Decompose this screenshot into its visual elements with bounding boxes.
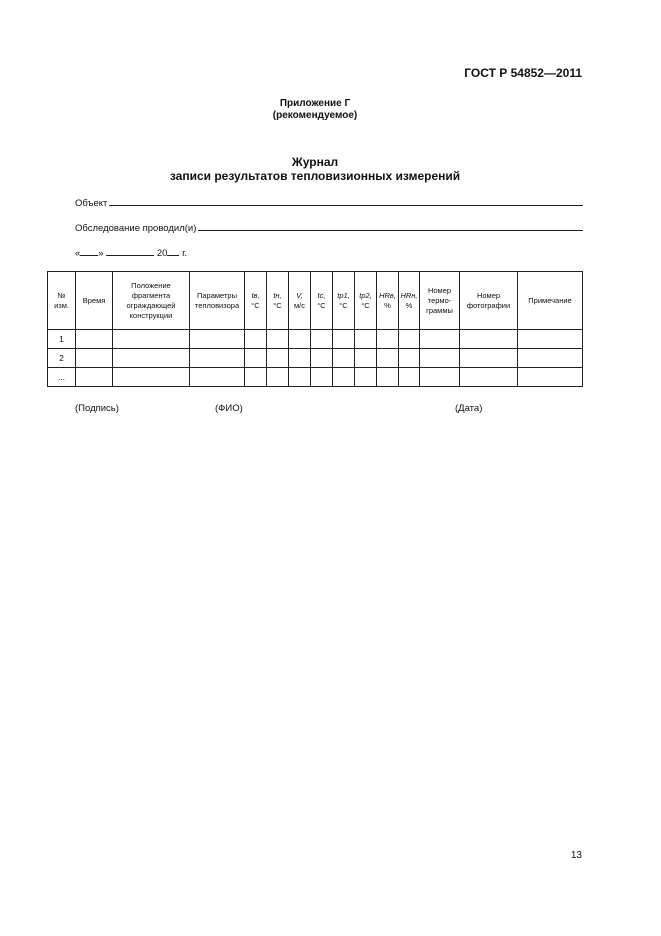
column-header-text: tн, [273, 290, 282, 300]
column-header-text: °С [317, 300, 326, 310]
column-header-text: tр2, [359, 290, 372, 300]
signature-label: (Подпись) [75, 403, 119, 414]
column-header-text: изм. [54, 300, 69, 310]
table-cell[interactable] [355, 330, 377, 349]
column-header [48, 272, 76, 330]
table-cell[interactable] [190, 330, 245, 349]
column-header [289, 272, 311, 330]
journal-title-line2: записи результатов тепловизионных измерений [169, 169, 461, 183]
table-cell[interactable] [267, 330, 289, 349]
day-blank[interactable] [80, 246, 98, 256]
column-header-text: HRв, [379, 290, 396, 300]
table-cell[interactable] [355, 368, 377, 387]
table-cell[interactable] [460, 349, 518, 368]
table-cell[interactable] [113, 330, 190, 349]
column-header-text: м/с [294, 300, 305, 310]
date-year-suffix: г. [182, 248, 188, 259]
standard-code: ГОСТ Р 54852—2011 [464, 66, 582, 80]
column-header [399, 272, 420, 330]
table-cell[interactable] [420, 330, 460, 349]
column-header [311, 272, 333, 330]
table-cell[interactable] [76, 330, 113, 349]
table-row [48, 349, 583, 368]
column-header-text: конструкции [129, 310, 173, 320]
table-cell[interactable] [113, 368, 190, 387]
column-header-text: Номер [427, 285, 452, 295]
table-cell[interactable] [245, 368, 267, 387]
table-cell[interactable] [190, 368, 245, 387]
date-field [75, 246, 187, 259]
table-cell[interactable] [333, 368, 355, 387]
table-cell[interactable] [399, 330, 420, 349]
table-cell[interactable] [399, 368, 420, 387]
column-header [518, 272, 583, 330]
table-cell[interactable] [518, 330, 583, 349]
column-header-text: фрагмента [131, 290, 171, 300]
row-number: ... [48, 368, 76, 387]
column-header-text: °С [361, 300, 370, 310]
journal-title-line1: Журнал [291, 155, 339, 169]
table-cell[interactable] [460, 368, 518, 387]
table-header-row [48, 272, 583, 330]
table-cell[interactable] [333, 330, 355, 349]
table-cell[interactable] [245, 330, 267, 349]
table-row [48, 330, 583, 349]
table-cell[interactable] [355, 349, 377, 368]
column-header-text: °С [251, 300, 260, 310]
table-cell[interactable] [289, 330, 311, 349]
column-header [377, 272, 399, 330]
table-cell[interactable] [289, 368, 311, 387]
table-cell[interactable] [113, 349, 190, 368]
column-header-text: Номер [476, 290, 501, 300]
column-header-text: HRн, [400, 290, 418, 300]
column-header-text: термо- [427, 295, 452, 305]
column-header-text: Параметры [197, 290, 237, 300]
table-cell[interactable] [377, 349, 399, 368]
column-header [460, 272, 518, 330]
date-quote-close: » [98, 248, 104, 259]
object-input-line[interactable] [109, 196, 583, 206]
column-header-text: граммы [426, 305, 453, 315]
object-label: Объект [75, 198, 108, 209]
column-header [333, 272, 355, 330]
inspector-label: Обследование проводил(и) [75, 223, 197, 234]
table-cell[interactable] [267, 368, 289, 387]
column-header [420, 272, 460, 330]
appendix-status: (рекомендуемое) [272, 110, 358, 121]
table-cell[interactable] [311, 330, 333, 349]
month-blank[interactable] [106, 246, 154, 256]
journal-title [0, 155, 630, 183]
table-cell[interactable] [518, 349, 583, 368]
table-cell[interactable] [311, 368, 333, 387]
object-field [75, 196, 583, 209]
table-cell[interactable] [333, 349, 355, 368]
column-header-text: № [57, 290, 66, 300]
column-header [113, 272, 190, 330]
table-cell[interactable] [289, 349, 311, 368]
table-cell[interactable] [190, 349, 245, 368]
table-cell[interactable] [460, 330, 518, 349]
full-name-label: (ФИО) [215, 403, 243, 414]
table-cell[interactable] [377, 368, 399, 387]
date-quote-open: « [75, 248, 81, 259]
table-cell[interactable] [76, 368, 113, 387]
year-blank[interactable] [167, 246, 179, 256]
table-cell[interactable] [76, 349, 113, 368]
column-header-text: Примечание [528, 295, 572, 305]
column-header [245, 272, 267, 330]
column-header-text: % [405, 300, 413, 310]
column-header-text: tр1, [337, 290, 350, 300]
inspector-field [75, 221, 583, 234]
column-header-text: Время [82, 295, 106, 305]
column-header-text: ограждающей [126, 300, 176, 310]
appendix-label: Приложение Г [279, 98, 351, 109]
table-cell[interactable] [420, 368, 460, 387]
column-header-text: фотографии [466, 300, 511, 310]
page-number: 13 [570, 850, 582, 861]
column-header-text: tс, [317, 290, 326, 300]
date-year-prefix: 20 [156, 248, 168, 259]
table-cell[interactable] [267, 349, 289, 368]
table-cell[interactable] [518, 368, 583, 387]
table-cell[interactable] [399, 349, 420, 368]
table-cell[interactable] [245, 349, 267, 368]
column-header-text: °С [273, 300, 282, 310]
column-header [267, 272, 289, 330]
column-header [355, 272, 377, 330]
column-header-text: тепловизора [194, 300, 240, 310]
table-cell[interactable] [377, 330, 399, 349]
column-header [190, 272, 245, 330]
table-cell[interactable] [420, 349, 460, 368]
date-label: (Дата) [455, 403, 483, 414]
row-number: 2 [48, 349, 76, 368]
column-header-text: V, [296, 290, 303, 300]
measurement-journal-table [47, 271, 583, 387]
inspector-input-line[interactable] [198, 221, 583, 231]
column-header [76, 272, 113, 330]
appendix-heading [0, 98, 630, 122]
row-number: 1 [48, 330, 76, 349]
column-header-text: Положение [131, 280, 171, 290]
column-header-text: tв, [251, 290, 260, 300]
column-header-text: °С [339, 300, 348, 310]
table-cell[interactable] [311, 349, 333, 368]
column-header-text: % [384, 300, 391, 310]
table-row [48, 368, 583, 387]
